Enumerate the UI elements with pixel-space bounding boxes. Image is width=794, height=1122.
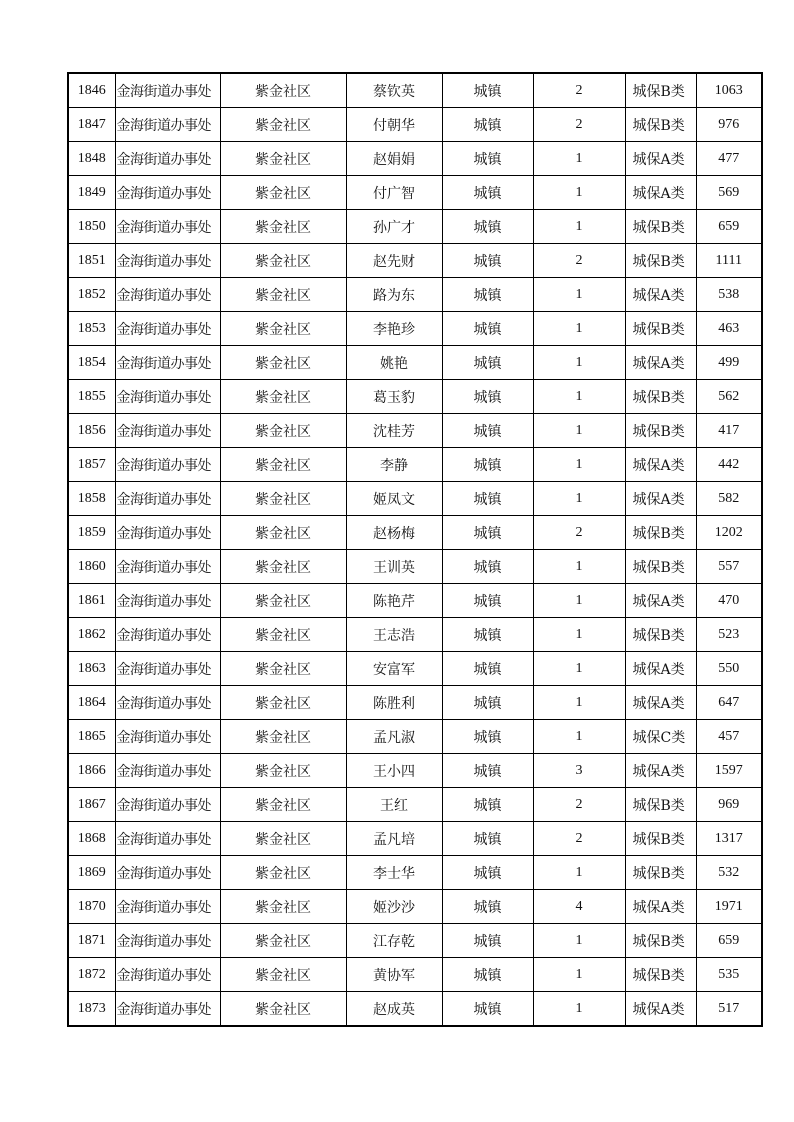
table-row [68, 550, 762, 584]
cell-amount: 463 [696, 312, 762, 346]
cell-serial-number: 1869 [68, 856, 115, 890]
cell-household-size: 2 [533, 788, 625, 822]
cell-community: 紫金社区 [220, 618, 346, 652]
table-row [68, 754, 762, 788]
cell-serial-number: 1858 [68, 482, 115, 516]
cell-community: 紫金社区 [220, 720, 346, 754]
cell-amount: 1317 [696, 822, 762, 856]
cell-area-type: 城镇 [442, 346, 533, 380]
cell-community: 紫金社区 [220, 312, 346, 346]
cell-serial-number: 1860 [68, 550, 115, 584]
table-row [68, 788, 762, 822]
cell-community: 紫金社区 [220, 142, 346, 176]
cell-household-size: 1 [533, 414, 625, 448]
cell-person-name: 葛玉豹 [346, 380, 442, 414]
cell-person-name: 陈艳芹 [346, 584, 442, 618]
cell-area-type: 城镇 [442, 720, 533, 754]
cell-person-name: 安富军 [346, 652, 442, 686]
cell-serial-number: 1872 [68, 958, 115, 992]
cell-serial-number: 1873 [68, 992, 115, 1027]
table-row [68, 312, 762, 346]
cell-amount: 442 [696, 448, 762, 482]
table-row [68, 890, 762, 924]
cell-insurance-category: 城保A类 [625, 652, 696, 686]
cell-area-type: 城镇 [442, 516, 533, 550]
cell-serial-number: 1854 [68, 346, 115, 380]
cell-insurance-category: 城保A类 [625, 754, 696, 788]
cell-household-size: 1 [533, 618, 625, 652]
cell-area-type: 城镇 [442, 278, 533, 312]
cell-serial-number: 1862 [68, 618, 115, 652]
cell-subdistrict-office: 金海街道办事处 [115, 73, 220, 108]
cell-community: 紫金社区 [220, 652, 346, 686]
cell-subdistrict-office: 金海街道办事处 [115, 686, 220, 720]
table-row [68, 414, 762, 448]
cell-area-type: 城镇 [442, 550, 533, 584]
cell-person-name: 付朝华 [346, 108, 442, 142]
cell-area-type: 城镇 [442, 686, 533, 720]
cell-amount: 532 [696, 856, 762, 890]
cell-person-name: 江存乾 [346, 924, 442, 958]
cell-community: 紫金社区 [220, 924, 346, 958]
cell-serial-number: 1847 [68, 108, 115, 142]
table-row [68, 686, 762, 720]
cell-household-size: 1 [533, 210, 625, 244]
table-row [68, 822, 762, 856]
cell-area-type: 城镇 [442, 652, 533, 686]
cell-subdistrict-office: 金海街道办事处 [115, 856, 220, 890]
table-row [68, 720, 762, 754]
cell-subdistrict-office: 金海街道办事处 [115, 414, 220, 448]
cell-amount: 976 [696, 108, 762, 142]
cell-community: 紫金社区 [220, 992, 346, 1027]
cell-subdistrict-office: 金海街道办事处 [115, 346, 220, 380]
cell-community: 紫金社区 [220, 414, 346, 448]
cell-subdistrict-office: 金海街道办事处 [115, 958, 220, 992]
cell-person-name: 孟凡淑 [346, 720, 442, 754]
table-row [68, 142, 762, 176]
cell-community: 紫金社区 [220, 176, 346, 210]
cell-household-size: 2 [533, 244, 625, 278]
cell-insurance-category: 城保A类 [625, 584, 696, 618]
cell-household-size: 1 [533, 584, 625, 618]
cell-household-size: 1 [533, 176, 625, 210]
cell-household-size: 1 [533, 686, 625, 720]
cell-insurance-category: 城保B类 [625, 618, 696, 652]
cell-household-size: 1 [533, 550, 625, 584]
cell-community: 紫金社区 [220, 210, 346, 244]
cell-insurance-category: 城保A类 [625, 992, 696, 1027]
cell-area-type: 城镇 [442, 618, 533, 652]
cell-community: 紫金社区 [220, 822, 346, 856]
cell-area-type: 城镇 [442, 210, 533, 244]
cell-subdistrict-office: 金海街道办事处 [115, 312, 220, 346]
cell-household-size: 1 [533, 346, 625, 380]
cell-area-type: 城镇 [442, 822, 533, 856]
cell-person-name: 赵先财 [346, 244, 442, 278]
cell-insurance-category: 城保B类 [625, 73, 696, 108]
cell-amount: 562 [696, 380, 762, 414]
cell-amount: 517 [696, 992, 762, 1027]
cell-community: 紫金社区 [220, 754, 346, 788]
cell-subdistrict-office: 金海街道办事处 [115, 516, 220, 550]
cell-household-size: 1 [533, 142, 625, 176]
cell-community: 紫金社区 [220, 380, 346, 414]
table-row [68, 448, 762, 482]
cell-person-name: 孙广才 [346, 210, 442, 244]
cell-community: 紫金社区 [220, 482, 346, 516]
cell-insurance-category: 城保B类 [625, 380, 696, 414]
cell-insurance-category: 城保B类 [625, 822, 696, 856]
cell-insurance-category: 城保B类 [625, 856, 696, 890]
cell-household-size: 4 [533, 890, 625, 924]
cell-subdistrict-office: 金海街道办事处 [115, 448, 220, 482]
cell-insurance-category: 城保A类 [625, 686, 696, 720]
cell-household-size: 1 [533, 720, 625, 754]
cell-serial-number: 1856 [68, 414, 115, 448]
cell-area-type: 城镇 [442, 108, 533, 142]
cell-insurance-category: 城保A类 [625, 278, 696, 312]
cell-household-size: 2 [533, 516, 625, 550]
cell-household-size: 3 [533, 754, 625, 788]
table-row [68, 210, 762, 244]
cell-serial-number: 1864 [68, 686, 115, 720]
cell-community: 紫金社区 [220, 108, 346, 142]
table-row [68, 346, 762, 380]
cell-area-type: 城镇 [442, 312, 533, 346]
cell-insurance-category: 城保B类 [625, 516, 696, 550]
cell-serial-number: 1846 [68, 73, 115, 108]
table-row [68, 244, 762, 278]
cell-community: 紫金社区 [220, 550, 346, 584]
cell-household-size: 1 [533, 652, 625, 686]
cell-subdistrict-office: 金海街道办事处 [115, 924, 220, 958]
cell-person-name: 沈桂芳 [346, 414, 442, 448]
cell-community: 紫金社区 [220, 958, 346, 992]
cell-serial-number: 1851 [68, 244, 115, 278]
cell-person-name: 黄协军 [346, 958, 442, 992]
cell-amount: 969 [696, 788, 762, 822]
cell-person-name: 姚艳 [346, 346, 442, 380]
cell-amount: 457 [696, 720, 762, 754]
cell-person-name: 付广智 [346, 176, 442, 210]
cell-insurance-category: 城保B类 [625, 788, 696, 822]
cell-household-size: 1 [533, 312, 625, 346]
cell-person-name: 王志浩 [346, 618, 442, 652]
cell-household-size: 1 [533, 278, 625, 312]
cell-serial-number: 1857 [68, 448, 115, 482]
table-row [68, 618, 762, 652]
cell-serial-number: 1870 [68, 890, 115, 924]
cell-household-size: 1 [533, 380, 625, 414]
cell-subdistrict-office: 金海街道办事处 [115, 890, 220, 924]
cell-area-type: 城镇 [442, 448, 533, 482]
cell-person-name: 蔡钦英 [346, 73, 442, 108]
cell-insurance-category: 城保B类 [625, 244, 696, 278]
table-row [68, 278, 762, 312]
cell-serial-number: 1861 [68, 584, 115, 618]
cell-insurance-category: 城保B类 [625, 108, 696, 142]
cell-community: 紫金社区 [220, 244, 346, 278]
cell-amount: 477 [696, 142, 762, 176]
cell-area-type: 城镇 [442, 992, 533, 1027]
cell-person-name: 孟凡培 [346, 822, 442, 856]
cell-community: 紫金社区 [220, 686, 346, 720]
cell-amount: 1597 [696, 754, 762, 788]
cell-person-name: 姬凤文 [346, 482, 442, 516]
cell-household-size: 2 [533, 73, 625, 108]
cell-person-name: 王小四 [346, 754, 442, 788]
cell-subdistrict-office: 金海街道办事处 [115, 822, 220, 856]
cell-serial-number: 1863 [68, 652, 115, 686]
cell-community: 紫金社区 [220, 856, 346, 890]
cell-household-size: 2 [533, 108, 625, 142]
table-row [68, 108, 762, 142]
cell-serial-number: 1865 [68, 720, 115, 754]
cell-person-name: 赵杨梅 [346, 516, 442, 550]
cell-insurance-category: 城保A类 [625, 890, 696, 924]
table-row [68, 924, 762, 958]
cell-community: 紫金社区 [220, 448, 346, 482]
cell-area-type: 城镇 [442, 958, 533, 992]
table-row [68, 73, 762, 108]
table-row [68, 482, 762, 516]
cell-area-type: 城镇 [442, 380, 533, 414]
cell-area-type: 城镇 [442, 890, 533, 924]
cell-amount: 550 [696, 652, 762, 686]
cell-amount: 1063 [696, 73, 762, 108]
cell-amount: 499 [696, 346, 762, 380]
cell-serial-number: 1859 [68, 516, 115, 550]
cell-area-type: 城镇 [442, 176, 533, 210]
cell-insurance-category: 城保B类 [625, 958, 696, 992]
cell-insurance-category: 城保A类 [625, 176, 696, 210]
cell-community: 紫金社区 [220, 584, 346, 618]
cell-household-size: 1 [533, 856, 625, 890]
cell-amount: 1202 [696, 516, 762, 550]
table-row [68, 584, 762, 618]
cell-community: 紫金社区 [220, 73, 346, 108]
cell-amount: 538 [696, 278, 762, 312]
cell-serial-number: 1855 [68, 380, 115, 414]
cell-subdistrict-office: 金海街道办事处 [115, 244, 220, 278]
cell-subdistrict-office: 金海街道办事处 [115, 142, 220, 176]
cell-area-type: 城镇 [442, 754, 533, 788]
cell-insurance-category: 城保A类 [625, 142, 696, 176]
cell-serial-number: 1867 [68, 788, 115, 822]
cell-community: 紫金社区 [220, 278, 346, 312]
cell-subdistrict-office: 金海街道办事处 [115, 618, 220, 652]
cell-amount: 523 [696, 618, 762, 652]
table-row [68, 856, 762, 890]
cell-community: 紫金社区 [220, 788, 346, 822]
cell-household-size: 1 [533, 448, 625, 482]
cell-household-size: 1 [533, 992, 625, 1027]
table-body [68, 73, 762, 1026]
cell-person-name: 王红 [346, 788, 442, 822]
cell-area-type: 城镇 [442, 788, 533, 822]
cell-amount: 470 [696, 584, 762, 618]
records-table [67, 72, 763, 1027]
cell-area-type: 城镇 [442, 142, 533, 176]
cell-household-size: 2 [533, 822, 625, 856]
cell-insurance-category: 城保A类 [625, 482, 696, 516]
cell-household-size: 1 [533, 482, 625, 516]
cell-serial-number: 1866 [68, 754, 115, 788]
cell-amount: 647 [696, 686, 762, 720]
cell-insurance-category: 城保B类 [625, 312, 696, 346]
cell-subdistrict-office: 金海街道办事处 [115, 176, 220, 210]
table-row [68, 958, 762, 992]
cell-subdistrict-office: 金海街道办事处 [115, 788, 220, 822]
cell-person-name: 李静 [346, 448, 442, 482]
cell-subdistrict-office: 金海街道办事处 [115, 278, 220, 312]
cell-insurance-category: 城保B类 [625, 924, 696, 958]
cell-insurance-category: 城保B类 [625, 550, 696, 584]
cell-person-name: 李艳珍 [346, 312, 442, 346]
cell-subdistrict-office: 金海街道办事处 [115, 380, 220, 414]
cell-amount: 659 [696, 210, 762, 244]
cell-serial-number: 1868 [68, 822, 115, 856]
cell-amount: 569 [696, 176, 762, 210]
cell-amount: 659 [696, 924, 762, 958]
cell-area-type: 城镇 [442, 924, 533, 958]
cell-area-type: 城镇 [442, 244, 533, 278]
cell-area-type: 城镇 [442, 584, 533, 618]
cell-community: 紫金社区 [220, 516, 346, 550]
cell-subdistrict-office: 金海街道办事处 [115, 720, 220, 754]
cell-subdistrict-office: 金海街道办事处 [115, 584, 220, 618]
cell-area-type: 城镇 [442, 856, 533, 890]
table-row [68, 380, 762, 414]
cell-person-name: 姬沙沙 [346, 890, 442, 924]
cell-serial-number: 1849 [68, 176, 115, 210]
cell-amount: 417 [696, 414, 762, 448]
table-row [68, 652, 762, 686]
cell-amount: 535 [696, 958, 762, 992]
cell-serial-number: 1852 [68, 278, 115, 312]
cell-serial-number: 1848 [68, 142, 115, 176]
cell-household-size: 1 [533, 924, 625, 958]
cell-area-type: 城镇 [442, 482, 533, 516]
cell-amount: 1971 [696, 890, 762, 924]
table-row [68, 992, 762, 1027]
cell-person-name: 陈胜利 [346, 686, 442, 720]
cell-serial-number: 1871 [68, 924, 115, 958]
cell-amount: 557 [696, 550, 762, 584]
cell-subdistrict-office: 金海街道办事处 [115, 108, 220, 142]
cell-serial-number: 1850 [68, 210, 115, 244]
table-row [68, 176, 762, 210]
cell-person-name: 赵娟娟 [346, 142, 442, 176]
cell-insurance-category: 城保C类 [625, 720, 696, 754]
cell-amount: 1111 [696, 244, 762, 278]
table-row [68, 516, 762, 550]
cell-community: 紫金社区 [220, 890, 346, 924]
cell-subdistrict-office: 金海街道办事处 [115, 550, 220, 584]
cell-subdistrict-office: 金海街道办事处 [115, 992, 220, 1027]
cell-person-name: 赵成英 [346, 992, 442, 1027]
cell-person-name: 李士华 [346, 856, 442, 890]
cell-person-name: 王训英 [346, 550, 442, 584]
cell-area-type: 城镇 [442, 73, 533, 108]
cell-subdistrict-office: 金海街道办事处 [115, 210, 220, 244]
cell-serial-number: 1853 [68, 312, 115, 346]
cell-community: 紫金社区 [220, 346, 346, 380]
cell-area-type: 城镇 [442, 414, 533, 448]
cell-subdistrict-office: 金海街道办事处 [115, 652, 220, 686]
cell-insurance-category: 城保A类 [625, 346, 696, 380]
cell-household-size: 1 [533, 958, 625, 992]
cell-insurance-category: 城保B类 [625, 414, 696, 448]
cell-subdistrict-office: 金海街道办事处 [115, 754, 220, 788]
cell-amount: 582 [696, 482, 762, 516]
cell-subdistrict-office: 金海街道办事处 [115, 482, 220, 516]
cell-insurance-category: 城保A类 [625, 448, 696, 482]
cell-person-name: 路为东 [346, 278, 442, 312]
cell-insurance-category: 城保B类 [625, 210, 696, 244]
